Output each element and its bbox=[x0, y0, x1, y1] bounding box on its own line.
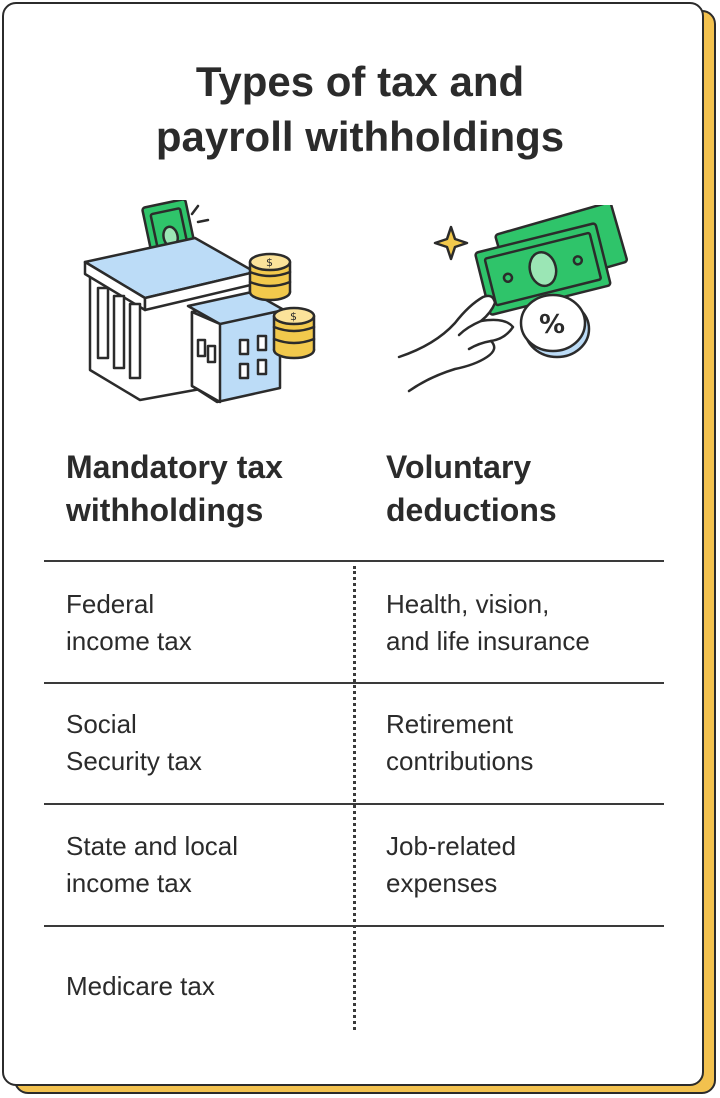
table-cell-medicare-tax bbox=[66, 968, 215, 1005]
cell-line: Federal bbox=[66, 589, 155, 619]
title-line-2: payroll withholdings bbox=[155, 113, 565, 160]
cell-line: contributions bbox=[386, 746, 534, 776]
heading-line: withholdings bbox=[66, 492, 264, 528]
cell-line: Medicare tax bbox=[66, 971, 215, 1001]
column-divider bbox=[353, 566, 356, 1030]
heading-line: Mandatory tax bbox=[66, 449, 283, 485]
column-heading-mandatory bbox=[66, 446, 283, 532]
cell-line: income tax bbox=[66, 626, 192, 656]
table-cell-insurance bbox=[386, 586, 590, 660]
cell-line: Security tax bbox=[66, 746, 202, 776]
cell-line: State and local bbox=[66, 831, 239, 861]
table-cell-federal-income-tax bbox=[66, 586, 192, 660]
cell-line: Social bbox=[66, 709, 137, 739]
svg-text:$: $ bbox=[290, 310, 297, 323]
svg-text:$: $ bbox=[266, 256, 273, 269]
cell-line: expenses bbox=[386, 868, 498, 898]
page-title bbox=[40, 54, 680, 164]
heading-line: Voluntary bbox=[386, 449, 532, 485]
heading-line: deductions bbox=[386, 492, 557, 528]
cell-line: Retirement bbox=[386, 709, 514, 739]
table-cell-social-security-tax bbox=[66, 706, 202, 780]
svg-text:%: % bbox=[539, 310, 566, 340]
table-cell-retirement-contributions bbox=[386, 706, 533, 780]
table-cell-state-local-income-tax bbox=[66, 828, 238, 902]
government-building-with-money-icon bbox=[80, 200, 330, 410]
cell-line: Health, vision, bbox=[386, 589, 550, 619]
table-cell-job-related-expenses bbox=[386, 828, 516, 902]
title-line-1: Types of tax and bbox=[195, 58, 525, 105]
table-divider bbox=[44, 560, 664, 562]
column-heading-voluntary bbox=[386, 446, 557, 532]
cell-line: and life insurance bbox=[386, 626, 590, 656]
cell-line: Job-related bbox=[386, 831, 517, 861]
hand-holding-money-percent-icon bbox=[395, 205, 635, 405]
cell-line: income tax bbox=[66, 868, 192, 898]
